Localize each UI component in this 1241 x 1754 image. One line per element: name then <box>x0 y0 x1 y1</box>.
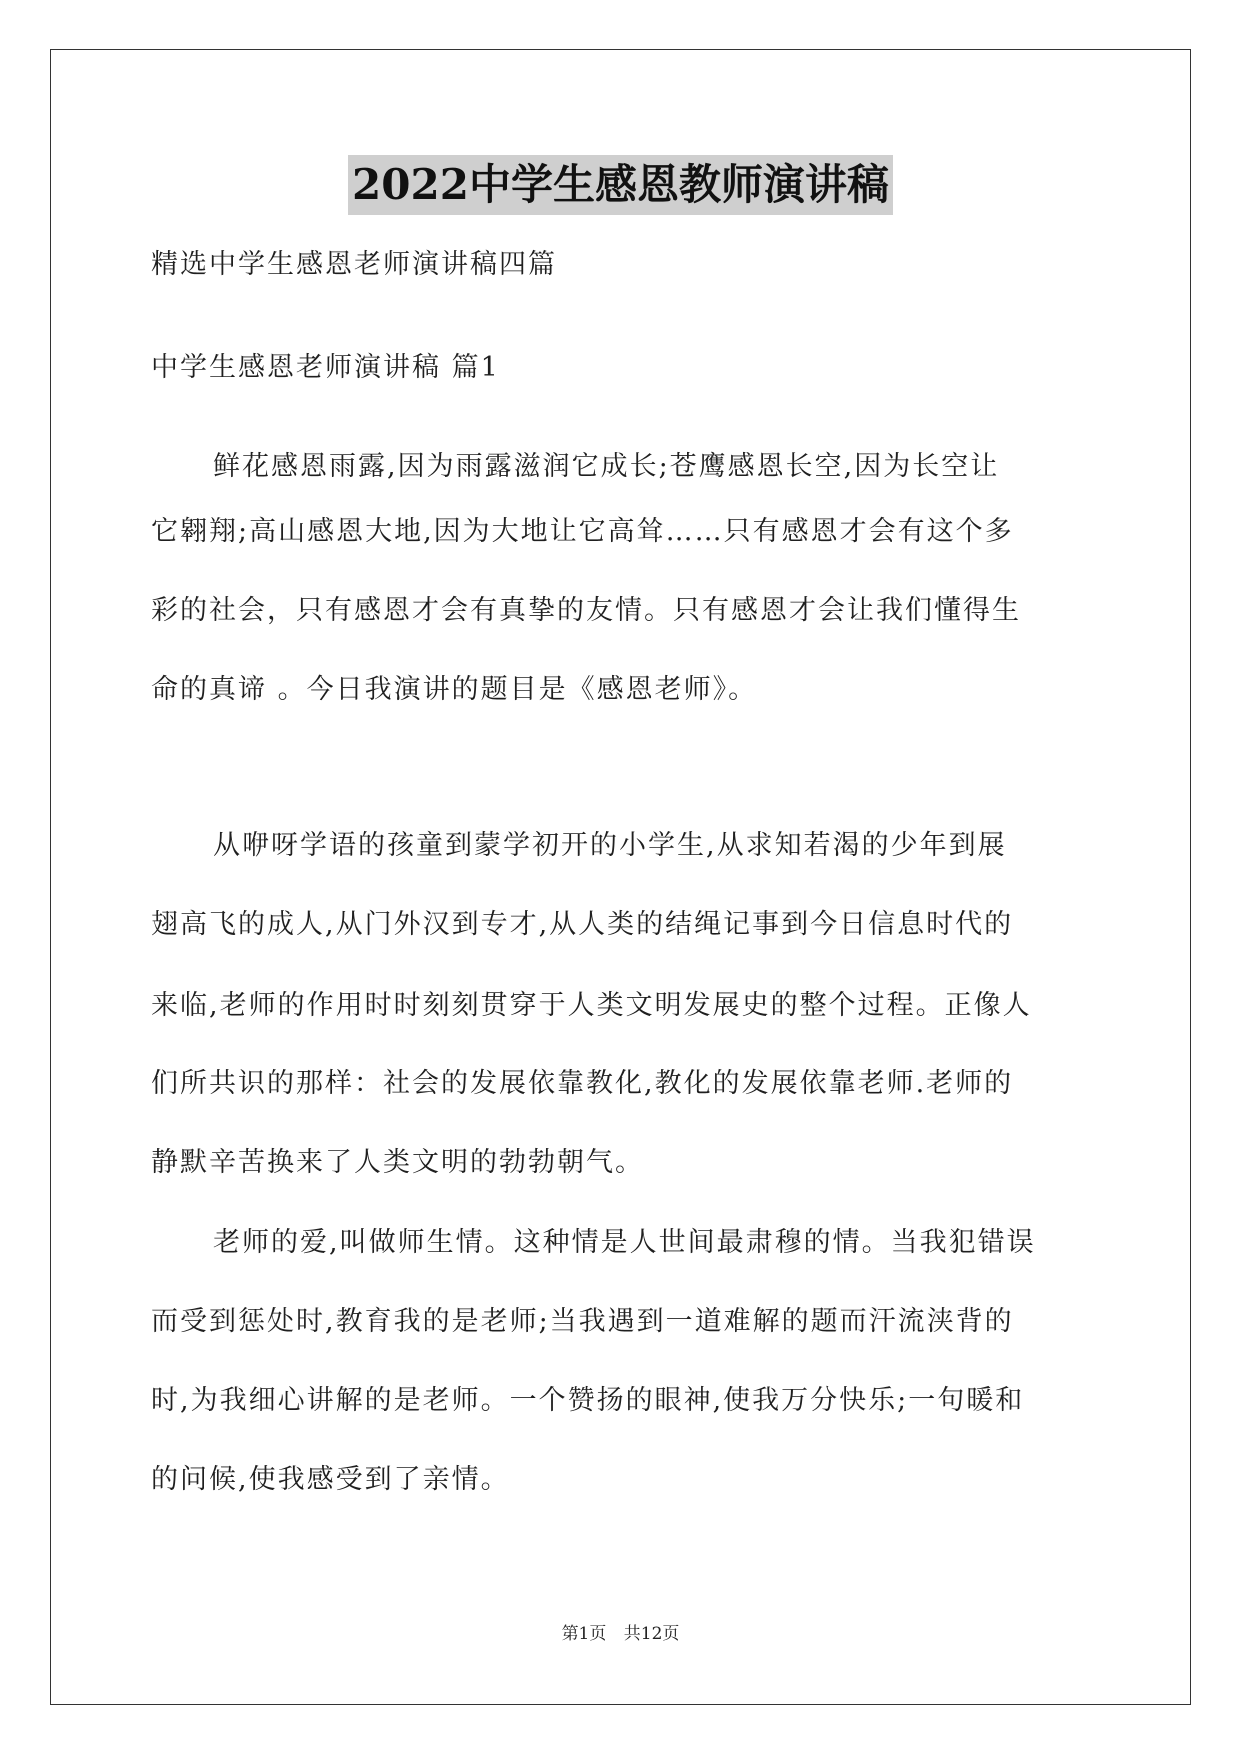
paragraph-line: 命的真谛 。今日我演讲的题目是《感恩老师》。 <box>151 674 758 705</box>
paragraph-line: 静默辛苦换来了人类文明的勃勃朝气。 <box>151 1147 644 1178</box>
paragraph-line: 从咿呀学语的孩童到蒙学初开的小学生,从求知若渴的少年到展 <box>213 830 1007 861</box>
document-title: 2022中学生感恩教师演讲稿 <box>348 155 893 215</box>
page-border <box>50 49 1191 1705</box>
page-footer <box>0 1619 1241 1644</box>
paragraph-line: 老师的爱,叫做师生情。这种情是人世间最肃穆的情。当我犯错误 <box>213 1227 1036 1258</box>
page-number: 第1页 <box>561 1624 607 1644</box>
paragraph-line: 鲜花感恩雨露,因为雨露滋润它成长;苍鹰感恩长空,因为长空让 <box>213 451 1000 482</box>
paragraph-line: 们所共识的那样：社会的发展依靠教化,教化的发展依靠老师.老师的 <box>151 1068 1014 1099</box>
paragraph-line: 的问候,使我感受到了亲情。 <box>151 1464 510 1495</box>
page-total: 共12页 <box>623 1624 680 1644</box>
paragraph-line: 它翱翔;高山感恩大地,因为大地让它高耸……只有感恩才会有这个多 <box>151 516 1014 547</box>
document-subtitle: 精选中学生感恩老师演讲稿四篇 <box>151 249 557 280</box>
paragraph-line: 翅高飞的成人,从门外汉到专才,从人类的结绳记事到今日信息时代的 <box>151 909 1014 940</box>
paragraph-line: 而受到惩处时,教育我的是老师;当我遇到一道难解的题而汗流浃背的 <box>151 1306 1014 1337</box>
paragraph-line: 彩的社会，只有感恩才会有真挚的友情。只有感恩才会让我们懂得生 <box>151 595 1021 626</box>
paragraph-line: 时,为我细心讲解的是老师。一个赞扬的眼神,使我万分快乐;一句暖和 <box>151 1385 1025 1416</box>
section-heading: 中学生感恩老师演讲稿 篇1 <box>151 352 500 383</box>
paragraph-line: 来临,老师的作用时时刻刻贯穿于人类文明发展史的整个过程。正像人 <box>151 990 1032 1021</box>
title-container <box>0 155 1241 215</box>
